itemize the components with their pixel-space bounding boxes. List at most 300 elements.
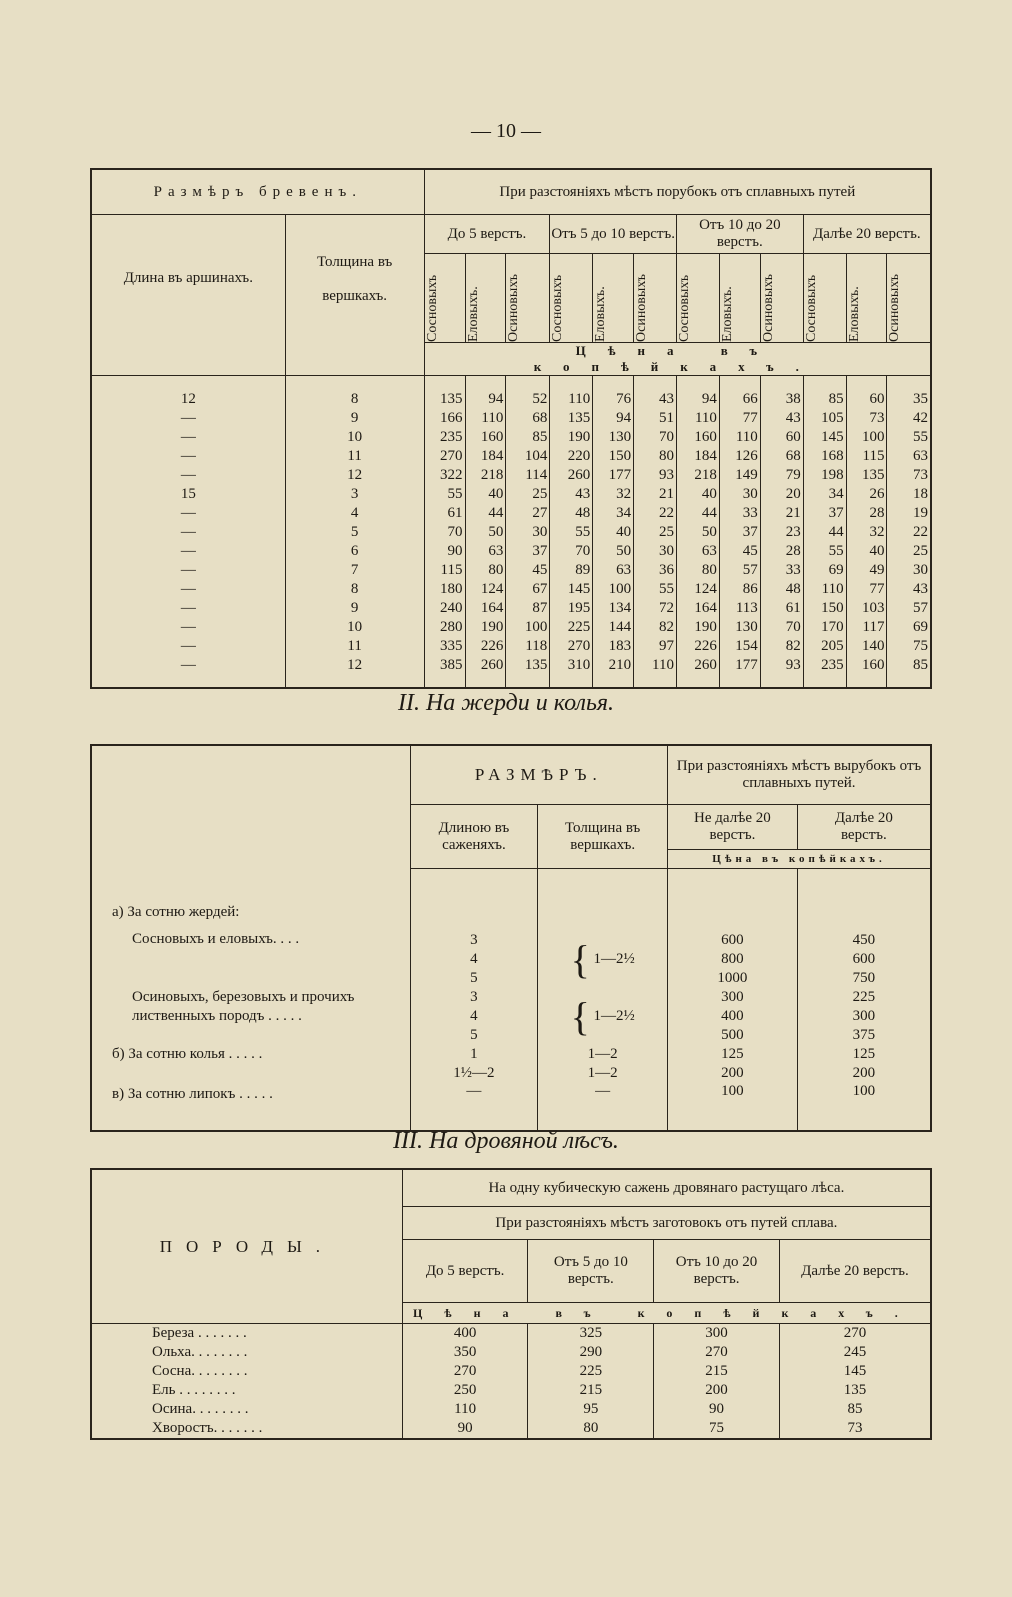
table1-cell: 160	[465, 428, 506, 447]
table3-cell: 85	[779, 1400, 931, 1419]
table1-cell: —	[180, 543, 196, 559]
table1-cell: 93	[634, 466, 677, 485]
species-name: Сосна. . . . . . . .	[152, 1363, 248, 1379]
b-far: 125 200	[797, 1045, 931, 1083]
table1-cell: 93	[760, 656, 803, 675]
distance-header-3: При разстоянiяхъ мѣстъ заготовокъ отъ путей сплава.	[402, 1207, 931, 1240]
table1-cell: 44	[465, 504, 506, 523]
table1-cell: 12	[285, 656, 424, 675]
table1-cell: 51	[634, 409, 677, 428]
species-11: Осиновыхъ	[887, 254, 931, 343]
table3-cell: 110	[402, 1400, 528, 1419]
table1-cell: 43	[887, 580, 931, 599]
table1-cell: 177	[719, 656, 760, 675]
table3-cell: 75	[654, 1419, 780, 1439]
dist3-0: До 5 верстъ.	[402, 1240, 528, 1303]
table1-cell: 75	[887, 637, 931, 656]
table1-cell: 11	[285, 637, 424, 656]
table3-cell: 200	[654, 1381, 780, 1400]
table1-cell: 118	[506, 637, 550, 656]
table1-cell: 9	[285, 599, 424, 618]
species-name: Осина. . . . . . . .	[152, 1401, 249, 1417]
dist-3: Далѣе 20 верстъ.	[803, 215, 931, 254]
table1-cell: —	[180, 619, 196, 635]
table1-cell: 82	[760, 637, 803, 656]
table1-cell: 113	[719, 599, 760, 618]
table1-cell: 3	[285, 485, 424, 504]
table1-cell: 144	[593, 618, 634, 637]
table1-cell: 22	[887, 523, 931, 542]
table3-cell: 215	[528, 1381, 654, 1400]
table1-cell: 40	[846, 542, 887, 561]
table1-cell: 170	[803, 618, 846, 637]
dist-0: До 5 верстъ.	[424, 215, 550, 254]
table1-cell: —	[180, 505, 196, 521]
length-header: Длина въ аршинахъ.	[123, 270, 253, 287]
table3-cell: 90	[402, 1419, 528, 1439]
table1-cell: 160	[677, 428, 720, 447]
species-8: Осиновыхъ	[760, 254, 803, 343]
table3-cell: 290	[528, 1343, 654, 1362]
distance-header-2: При разстоянiяхъ мѣстъ вырубокъ отъ сплавныхъ путей.	[668, 745, 931, 805]
table1-cell: 68	[506, 409, 550, 428]
species-0: Сосновыхъ	[424, 254, 465, 343]
pine-far: 450 600 750	[797, 921, 931, 988]
table1-cell: 190	[677, 618, 720, 637]
table1-cell: 63	[677, 542, 720, 561]
table1-cell: 226	[465, 637, 506, 656]
table1-cell: 25	[887, 542, 931, 561]
table1-cell: 322	[424, 466, 465, 485]
size-header: Размѣръ бревенъ.	[91, 169, 424, 215]
table1-cell: 55	[424, 485, 465, 504]
table3-cell: 325	[528, 1324, 654, 1344]
poles-price-table	[90, 744, 932, 1132]
table3-cell: 215	[654, 1362, 780, 1381]
species-5: Осиновыхъ	[634, 254, 677, 343]
table1-cell: 48	[550, 504, 593, 523]
pine-near: 600 800 1000	[668, 921, 798, 988]
table1-cell: 57	[887, 599, 931, 618]
table1-cell: 80	[677, 561, 720, 580]
table1-cell: 15	[180, 486, 196, 502]
table1-cell: 205	[803, 637, 846, 656]
price-label-2: Цѣна въ копѣйкахъ.	[668, 850, 931, 869]
table1-cell: 225	[550, 618, 593, 637]
table1-cell: 86	[719, 580, 760, 599]
species-10: Еловыхъ.	[846, 254, 887, 343]
c-far: 100	[797, 1083, 931, 1131]
table1-cell: 68	[760, 447, 803, 466]
table1-cell: 105	[803, 409, 846, 428]
section-3-title: III. На дровяной лѣсъ.	[393, 1128, 619, 1154]
table3-row	[91, 1419, 931, 1439]
table1-cell: 34	[593, 504, 634, 523]
table1-cell: —	[180, 581, 196, 597]
table1-cell: 37	[506, 542, 550, 561]
table1-cell: 104	[506, 447, 550, 466]
table1-cell: 82	[634, 618, 677, 637]
table1-cell: 124	[677, 580, 720, 599]
dist3-1: Отъ 5 до 10 верстъ.	[528, 1240, 654, 1303]
aspen-thickness: { 1—2½	[538, 988, 668, 1045]
table3-row	[91, 1324, 931, 1344]
table1-row	[91, 523, 931, 542]
table1-cell: 164	[677, 599, 720, 618]
table1-cell: 184	[677, 447, 720, 466]
species-header: ПОРОДЫ.	[91, 1169, 402, 1324]
table1-row	[91, 485, 931, 504]
table3-cell: 95	[528, 1400, 654, 1419]
table1-row	[91, 618, 931, 637]
section-2-title: II. На жерди и колья.	[397, 690, 615, 716]
table1-cell: 43	[550, 485, 593, 504]
table1-cell: 36	[634, 561, 677, 580]
table1-cell: 76	[593, 390, 634, 409]
c-near: 100	[668, 1083, 798, 1131]
table1-cell: 4	[285, 504, 424, 523]
table1-cell: 77	[719, 409, 760, 428]
table1-cell: 25	[634, 523, 677, 542]
table1-cell: 69	[887, 618, 931, 637]
table1-row	[91, 390, 931, 409]
species-4: Еловыхъ.	[593, 254, 634, 343]
table1-cell: 43	[760, 409, 803, 428]
table1-cell: 55	[887, 428, 931, 447]
table1-cell: 100	[846, 428, 887, 447]
table1-cell: 40	[593, 523, 634, 542]
table1-cell: 115	[424, 561, 465, 580]
table1-cell: 72	[634, 599, 677, 618]
table1-cell: 70	[424, 523, 465, 542]
table1-cell: 55	[550, 523, 593, 542]
table1-cell: 26	[846, 485, 887, 504]
dist-2: Отъ 10 до 20 верстъ.	[677, 215, 804, 254]
thickness-header: Толщина въ вершкахъ.	[285, 215, 424, 343]
price-label-3: Цѣна въ копѣйкахъ.	[402, 1303, 931, 1324]
table3-cell: 245	[779, 1343, 931, 1362]
table1-cell: —	[180, 524, 196, 540]
species-7: Еловыхъ.	[719, 254, 760, 343]
table1-cell: 220	[550, 447, 593, 466]
table1-cell: 210	[593, 656, 634, 675]
table1-cell: 195	[550, 599, 593, 618]
table1-cell: 135	[424, 390, 465, 409]
species-3: Сосновыхъ	[550, 254, 593, 343]
species-9: Сосновыхъ	[803, 254, 846, 343]
table1-cell: 80	[465, 561, 506, 580]
table1-cell: 145	[550, 580, 593, 599]
group-a: а) За сотню жердей:	[112, 903, 240, 920]
table1-cell: 34	[803, 485, 846, 504]
table3-cell: 250	[402, 1381, 528, 1400]
table1-cell: 70	[634, 428, 677, 447]
table1-cell: 8	[285, 580, 424, 599]
table1-cell: 385	[424, 656, 465, 675]
table1-cell: 100	[593, 580, 634, 599]
table1-cell: —	[180, 467, 196, 483]
dist3-3: Далѣе 20 верстъ.	[779, 1240, 931, 1303]
table1-cell: 260	[550, 466, 593, 485]
table1-cell: 280	[424, 618, 465, 637]
table1-cell: 117	[846, 618, 887, 637]
table1-cell: 110	[465, 409, 506, 428]
table1-cell: 235	[803, 656, 846, 675]
species-6: Сосновыхъ	[677, 254, 720, 343]
table1-cell: 70	[760, 618, 803, 637]
table1-cell: 190	[465, 618, 506, 637]
table1-cell: 60	[760, 428, 803, 447]
table1-cell: 40	[677, 485, 720, 504]
table1-row	[91, 447, 931, 466]
table1-cell: 115	[846, 447, 887, 466]
table1-row	[91, 466, 931, 485]
dist3-2: Отъ 10 до 20 верстъ.	[654, 1240, 780, 1303]
table1-cell: 110	[719, 428, 760, 447]
table1-cell: 10	[285, 428, 424, 447]
table1-cell: 49	[846, 561, 887, 580]
table1-cell: 160	[846, 656, 887, 675]
price-label: Цѣна въ копѣйкахъ.	[424, 343, 931, 376]
table1-cell: 19	[887, 504, 931, 523]
table1-cell: 134	[593, 599, 634, 618]
table1-cell: 218	[677, 466, 720, 485]
table1-cell: 30	[887, 561, 931, 580]
table1-cell: 63	[887, 447, 931, 466]
table1-cell: 42	[887, 409, 931, 428]
table1-cell: 100	[506, 618, 550, 637]
table1-cell: 73	[887, 466, 931, 485]
table1-cell: 30	[506, 523, 550, 542]
table1-cell: —	[180, 600, 196, 616]
table1-cell: 184	[465, 447, 506, 466]
table3-cell: 90	[654, 1400, 780, 1419]
table1-cell: 63	[465, 542, 506, 561]
group-c: в) За сотню липокъ . . . . .	[112, 1085, 273, 1102]
table1-cell: 150	[593, 447, 634, 466]
table1-cell: 50	[677, 523, 720, 542]
table1-cell: 126	[719, 447, 760, 466]
table1-cell: 61	[424, 504, 465, 523]
table3-row	[91, 1343, 931, 1362]
table1-cell: 55	[634, 580, 677, 599]
table1-cell: 44	[803, 523, 846, 542]
table1-cell: 35	[887, 390, 931, 409]
table3-row	[91, 1381, 931, 1400]
table1-cell: 18	[887, 485, 931, 504]
table1-cell: 69	[803, 561, 846, 580]
table1-cell: 52	[506, 390, 550, 409]
size-header-2: РАЗМѢРЪ.	[410, 745, 668, 805]
table1-cell: 85	[887, 656, 931, 675]
table1-cell: 260	[677, 656, 720, 675]
table1-cell: 226	[677, 637, 720, 656]
table1-cell: 135	[550, 409, 593, 428]
table1-cell: 5	[285, 523, 424, 542]
table1-cell: 168	[803, 447, 846, 466]
table1-cell: 67	[506, 580, 550, 599]
table3-cell: 73	[779, 1419, 931, 1439]
table1-cell: —	[180, 429, 196, 445]
table1-cell: 45	[506, 561, 550, 580]
table1-cell: 335	[424, 637, 465, 656]
species-1: Еловыхъ.	[465, 254, 506, 343]
aspen-lengths: 3 4 5	[410, 988, 538, 1045]
table1-cell: 130	[593, 428, 634, 447]
table1-row	[91, 504, 931, 523]
table1-cell: 12	[285, 466, 424, 485]
table1-cell: 310	[550, 656, 593, 675]
c-thickness: —	[538, 1083, 668, 1131]
table1-cell: 70	[550, 542, 593, 561]
b-near: 125 200	[668, 1045, 798, 1083]
table1-cell: 32	[846, 523, 887, 542]
firewood-price-table	[90, 1168, 932, 1440]
length-header-2: Длиною въ саженяхъ.	[410, 805, 538, 869]
table1-cell: —	[180, 448, 196, 464]
species-name: Ель . . . . . . . .	[152, 1382, 236, 1398]
table1-cell: 27	[506, 504, 550, 523]
table1-cell: 11	[285, 447, 424, 466]
table1-cell: 48	[760, 580, 803, 599]
table1-cell: 32	[593, 485, 634, 504]
table1-cell: 6	[285, 542, 424, 561]
table1-cell: 45	[719, 542, 760, 561]
table1-cell: 110	[677, 409, 720, 428]
table3-cell: 135	[779, 1381, 931, 1400]
table1-row	[91, 580, 931, 599]
table3-cell: 225	[528, 1362, 654, 1381]
table1-cell: 240	[424, 599, 465, 618]
species-2: Осиновыхъ	[506, 254, 550, 343]
table1-cell: 177	[593, 466, 634, 485]
table1-cell: 60	[846, 390, 887, 409]
table1-row	[91, 409, 931, 428]
species-name: Береза . . . . . . .	[152, 1325, 247, 1341]
thickness-header-2: Толщина въ вершкахъ.	[538, 805, 668, 869]
table1-cell: —	[180, 657, 196, 673]
c-length: —	[410, 1083, 538, 1131]
table1-cell: 183	[593, 637, 634, 656]
table1-cell: 164	[465, 599, 506, 618]
table3-cell: 350	[402, 1343, 528, 1362]
table1-cell: 30	[719, 485, 760, 504]
table1-cell: —	[180, 410, 196, 426]
table1-cell: 89	[550, 561, 593, 580]
table1-cell: 25	[506, 485, 550, 504]
table1-cell: 270	[550, 637, 593, 656]
table1-cell: 9	[285, 409, 424, 428]
table1-cell: 40	[465, 485, 506, 504]
table3-cell: 270	[779, 1324, 931, 1344]
table1-cell: 94	[465, 390, 506, 409]
table1-cell: 94	[677, 390, 720, 409]
table3-row	[91, 1400, 931, 1419]
table1-cell: 260	[465, 656, 506, 675]
table1-cell: 43	[634, 390, 677, 409]
table1-cell: 37	[719, 523, 760, 542]
table1-cell: 135	[506, 656, 550, 675]
table1-cell: 20	[760, 485, 803, 504]
dist2-1: Далѣе 20 верстъ.	[797, 805, 931, 850]
table3-cell: 400	[402, 1324, 528, 1344]
table1-row	[91, 428, 931, 447]
table3-cell: 270	[654, 1343, 780, 1362]
table1-cell: 114	[506, 466, 550, 485]
table1-cell: 22	[634, 504, 677, 523]
table1-cell: 80	[634, 447, 677, 466]
table1-cell: 85	[506, 428, 550, 447]
table1-cell: 270	[424, 447, 465, 466]
table1-cell: 77	[846, 580, 887, 599]
table1-row	[91, 561, 931, 580]
table3-cell: 300	[654, 1324, 780, 1344]
table1-cell: 124	[465, 580, 506, 599]
distance-header: При разстоянiяхъ мѣстъ порубокъ отъ сплавныхъ путей	[424, 169, 931, 215]
table1-cell: 110	[803, 580, 846, 599]
table1-cell: 61	[760, 599, 803, 618]
table1-cell: 33	[760, 561, 803, 580]
top-header-3: На одну кубическую сажень дровянаго растущаго лѣса.	[402, 1169, 931, 1207]
table1-row	[91, 656, 931, 675]
table1-cell: 44	[677, 504, 720, 523]
table1-cell: 110	[634, 656, 677, 675]
b-thickness: 1—2 1—2	[538, 1045, 668, 1083]
pine-lengths: 3 4 5	[410, 921, 538, 988]
table1-cell: 150	[803, 599, 846, 618]
table1-cell: 33	[719, 504, 760, 523]
table1-cell: 149	[719, 466, 760, 485]
table1-cell: 30	[634, 542, 677, 561]
table1-cell: —	[180, 638, 196, 654]
aspen-near: 300 400 500	[668, 988, 798, 1045]
table1-cell: —	[180, 562, 196, 578]
table1-cell: 37	[803, 504, 846, 523]
table1-cell: 55	[803, 542, 846, 561]
table1-cell: 63	[593, 561, 634, 580]
table1-cell: 103	[846, 599, 887, 618]
table1-cell: 90	[424, 542, 465, 561]
table3-cell: 270	[402, 1362, 528, 1381]
table1-cell: 7	[285, 561, 424, 580]
table1-cell: 154	[719, 637, 760, 656]
group-b: б) За сотню колья . . . . .	[112, 1045, 263, 1062]
table1-cell: 97	[634, 637, 677, 656]
table1-cell: 28	[760, 542, 803, 561]
table1-cell: 140	[846, 637, 887, 656]
table1-cell: 198	[803, 466, 846, 485]
table1-cell: 87	[506, 599, 550, 618]
table1-cell: 94	[593, 409, 634, 428]
table1-cell: 110	[550, 390, 593, 409]
table3-cell: 145	[779, 1362, 931, 1381]
aspen-label: Осиновыхъ, березовыхъ и прочихъ лиственныхъ породъ . . . . .	[132, 988, 355, 1024]
table1-cell: 190	[550, 428, 593, 447]
table1-cell: 218	[465, 466, 506, 485]
table1-cell: 23	[760, 523, 803, 542]
logs-price-table	[90, 168, 932, 689]
table1-cell: 10	[285, 618, 424, 637]
table1-cell: 8	[285, 390, 424, 409]
table1-cell: 166	[424, 409, 465, 428]
dist-1: Отъ 5 до 10 верстъ.	[550, 215, 677, 254]
page-number: — 10 —	[471, 120, 541, 142]
species-name: Ольха. . . . . . . .	[152, 1344, 248, 1360]
table1-cell: 235	[424, 428, 465, 447]
table1-cell: 79	[760, 466, 803, 485]
table1-cell: 145	[803, 428, 846, 447]
table1-cell: 12	[180, 391, 196, 407]
